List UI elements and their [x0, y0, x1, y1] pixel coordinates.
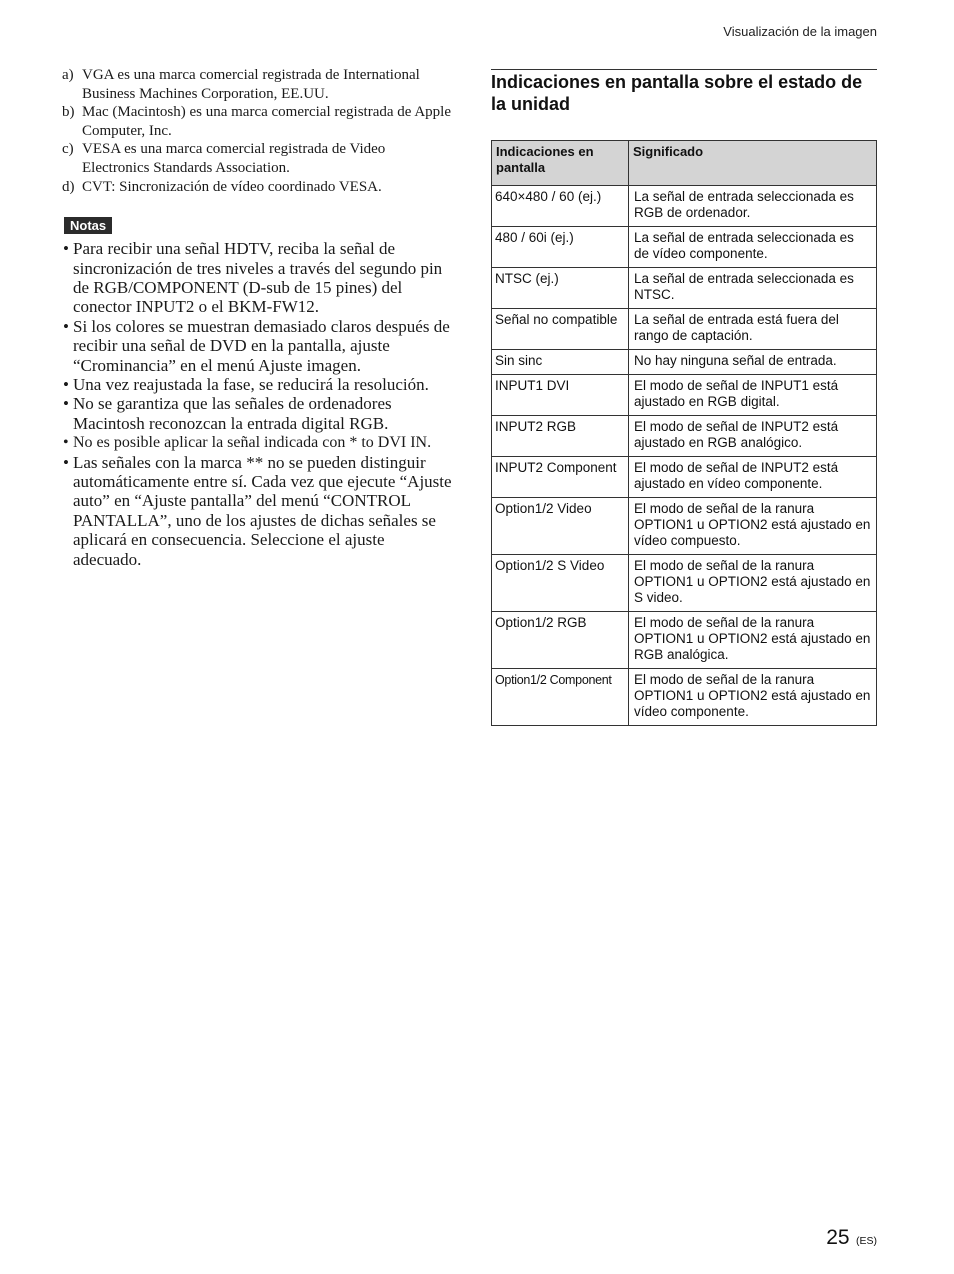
table-row	[492, 268, 877, 309]
note-text: Si los colores se muestran demasiado claros después de recibir una señal de DVD en la pantalla, ajuste “Crominancia” en el menú Ajuste imagen.	[73, 316, 450, 375]
note-item	[63, 239, 452, 317]
bullet-icon: •	[63, 434, 69, 452]
table-row	[492, 350, 877, 375]
note-text: No es posible aplicar la señal indicada con * to DVI IN.	[73, 434, 432, 452]
footnote-text: VGA es una marca comercial registrada de International Business Machines Corporation, EE.UU.	[82, 67, 420, 102]
bullet-icon: •	[63, 394, 69, 414]
page-number-value: 25	[826, 1226, 850, 1249]
table-row	[492, 186, 877, 227]
status-table	[491, 140, 877, 726]
table-row	[492, 309, 877, 350]
table-row	[492, 375, 877, 416]
column-header-meaning: Significado	[629, 141, 877, 186]
notes-list	[62, 239, 452, 569]
meaning-cell: El modo de señal de INPUT2 está ajustado en RGB analógico.	[629, 416, 877, 457]
footnote-text: Mac (Macintosh) es una marca comercial registrada de Apple Computer, Inc.	[82, 104, 452, 139]
table-row	[492, 612, 877, 669]
meaning-cell: El modo de señal de la ranura OPTION1 u OPTION2 está ajustado en vídeo componente.	[629, 669, 877, 726]
footnote-text: CVT: Sincronización de vídeo coordinado VESA.	[82, 178, 382, 195]
bullet-icon: •	[63, 316, 69, 336]
note-item	[63, 394, 452, 433]
page-language-code: (ES)	[856, 1235, 877, 1247]
table-row	[492, 227, 877, 268]
bullet-icon: •	[63, 452, 69, 472]
indication-cell: Option1/2 Video	[492, 498, 629, 555]
meaning-cell: La señal de entrada seleccionada es de vídeo componente.	[629, 227, 877, 268]
meaning-cell: El modo de señal de INPUT2 está ajustado en vídeo componente.	[629, 457, 877, 498]
note-text: No se garantiza que las señales de ordenadores Macintosh reconozcan la entrada digital RGB.	[73, 394, 392, 433]
indication-cell: INPUT2 Component	[492, 457, 629, 498]
bullet-icon: •	[63, 375, 69, 394]
indication-cell: Señal no compatible	[492, 309, 629, 350]
left-column	[62, 66, 452, 569]
page-number	[826, 1226, 877, 1250]
note-text: Las señales con la marca ** no se pueden distinguir automáticamente entre sí. Cada vez que ejecute “Ajuste auto” en “Ajuste pantalla” del menú “CONTROL PANTALLA”, uno de los ajustes de dichas señales se aplicará en consecuencia. Seleccione el ajuste adecuado.	[73, 452, 452, 569]
footnote-marker: b)	[62, 104, 75, 121]
footnote-marker: d)	[62, 178, 75, 195]
column-header-indications: Indicaciones en pantalla	[492, 141, 629, 186]
footnote-marker: a)	[62, 67, 74, 83]
meaning-cell: La señal de entrada está fuera del rango de captación.	[629, 309, 877, 350]
note-text: Una vez reajustada la fase, se reducirá la resolución.	[73, 375, 429, 394]
indication-cell: 480 / 60i (ej.)	[492, 227, 629, 268]
meaning-cell: El modo de señal de la ranura OPTION1 u OPTION2 está ajustado en S video.	[629, 555, 877, 612]
table-row	[492, 416, 877, 457]
indication-cell: Sin sinc	[492, 350, 629, 375]
indication-cell: Option1/2 S Video	[492, 555, 629, 612]
meaning-cell: El modo de señal de la ranura OPTION1 u OPTION2 está ajustado en vídeo compuesto.	[629, 498, 877, 555]
footnote-item	[62, 103, 452, 140]
notes-label: Notas	[64, 217, 112, 234]
meaning-cell: El modo de señal de la ranura OPTION1 u OPTION2 está ajustado en RGB analógica.	[629, 612, 877, 669]
table-row	[492, 457, 877, 498]
section-title: Indicaciones en pantalla sobre el estado de la unidad	[491, 72, 863, 114]
bullet-icon: •	[63, 239, 69, 259]
note-text: Para recibir una señal HDTV, reciba la señal de sincronización de tres niveles a través del segundo pin de RGB/COMPONENT (D-sub de 15 pines) del conector INPUT2 o el BKM-FW12.	[73, 239, 443, 317]
note-item	[63, 433, 452, 452]
table-row	[492, 669, 877, 726]
table-row	[492, 498, 877, 555]
running-header: Visualización de la imagen	[723, 24, 877, 39]
indication-cell: Option1/2 Component	[492, 669, 629, 726]
indication-cell: INPUT1 DVI	[492, 375, 629, 416]
note-item	[63, 375, 452, 394]
footnote-marker: c)	[62, 141, 74, 158]
section-divider	[491, 69, 877, 70]
meaning-cell: No hay ninguna señal de entrada.	[629, 350, 877, 375]
note-item	[63, 453, 452, 569]
meaning-cell: La señal de entrada seleccionada es NTSC.	[629, 268, 877, 309]
footnote-text: VESA es una marca comercial registrada de Video Electronics Standards Association.	[82, 141, 386, 176]
note-item	[63, 317, 452, 375]
meaning-cell: El modo de señal de INPUT1 está ajustado en RGB digital.	[629, 375, 877, 416]
footnote-item	[62, 140, 452, 177]
footnote-list	[62, 66, 452, 196]
right-column	[491, 69, 877, 726]
indication-cell: INPUT2 RGB	[492, 416, 629, 457]
footnote-item	[62, 66, 452, 103]
table-header-row	[492, 141, 877, 186]
indication-cell: NTSC (ej.)	[492, 268, 629, 309]
table-row	[492, 555, 877, 612]
indication-cell: 640×480 / 60 (ej.)	[492, 186, 629, 227]
footnote-item	[62, 178, 452, 197]
meaning-cell: La señal de entrada seleccionada es RGB de ordenador.	[629, 186, 877, 227]
indication-cell: Option1/2 RGB	[492, 612, 629, 669]
